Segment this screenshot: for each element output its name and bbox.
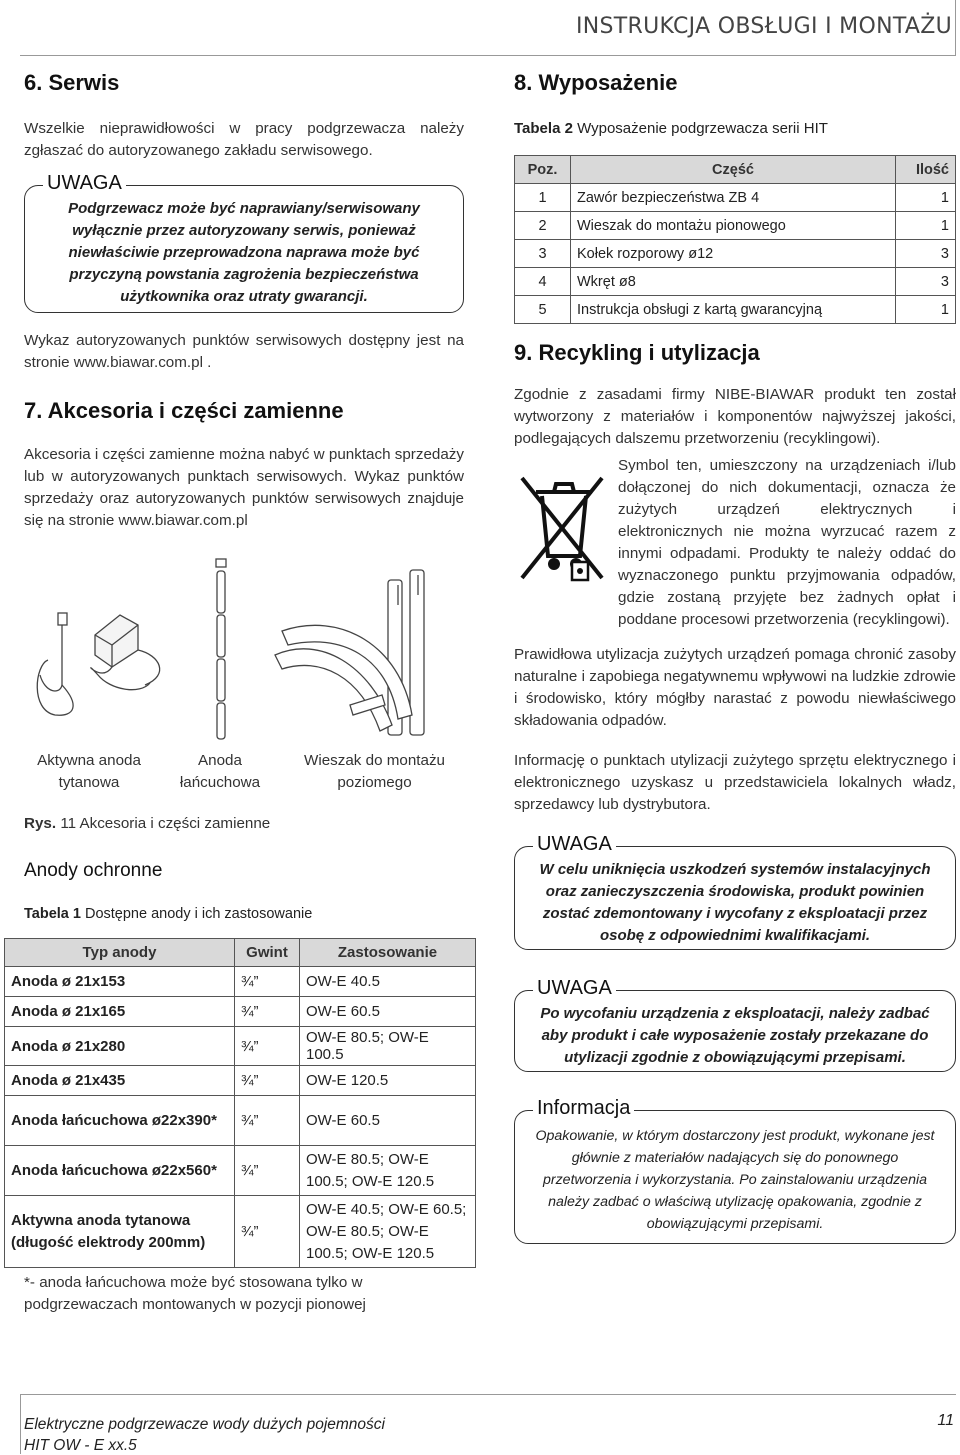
cell-thread: ¾” — [235, 1096, 300, 1146]
table-row — [515, 212, 956, 240]
cell-qty: 3 — [896, 268, 956, 296]
table-row — [5, 1096, 476, 1146]
caption-line: Wieszak do montażu — [304, 752, 445, 769]
cell-use: OW-E 60.5 — [300, 1096, 476, 1146]
col-header-type: Typ anody — [5, 939, 235, 967]
recycling-p3: Informację o punktach utylizacji zużytego sprzętu elektrycznego i elektronicznego uzyskasz u przedstawiciela lokalnych władz, sprzedawcy lub dystrybutora. — [514, 752, 956, 813]
table1-label: Tabela 1 — [24, 906, 81, 922]
warning-title: UWAGA — [533, 977, 616, 1000]
cell-part: Kołek rozporowy ø12 — [571, 240, 896, 268]
heading-wyposazenie: 8. Wyposażenie — [514, 70, 678, 95]
cell-qty: 1 — [896, 184, 956, 212]
table-row — [515, 268, 956, 296]
cell-thread: ¾” — [235, 967, 300, 997]
table2-caption-text: Wyposażenie podgrzewacza serii HIT — [577, 120, 828, 137]
cell-pos: 3 — [515, 240, 571, 268]
col-header-qty: Ilość — [896, 156, 956, 184]
table1-caption-text: Dostępne anody i ich zastosowanie — [84, 906, 313, 922]
cell-type: Anoda ø 21x165 — [5, 997, 235, 1027]
page-number: 11 — [937, 1412, 954, 1429]
cell-thread: ¾” — [235, 997, 300, 1027]
cell-part: Wieszak do montażu pionowego — [571, 212, 896, 240]
col-header-part: Część — [571, 156, 896, 184]
table2-label: Tabela 2 — [514, 120, 573, 137]
col-header-thread: Gwint — [235, 939, 300, 967]
service-list-text: Wykaz autoryzowanych punktów serwisowych dostępny jest na stronie www.biawar.com.pl . — [24, 332, 464, 371]
caption-titanium-anode — [24, 750, 154, 794]
caption-line: poziomego — [337, 774, 412, 791]
warning-text: Po wycofaniu urządzenia z eksploatacji, należy zadbać aby produkt i całe wyposażenie zostały przekazane do utylizacji zgodnie z obowiązującymi przepisami. — [540, 1005, 930, 1066]
cell-use: OW-E 80.5; OW-E 100.5; OW-E 120.5 — [300, 1146, 476, 1196]
crossed-bin-icon — [514, 468, 609, 586]
footer-line1: Elektryczne podgrzewacze wody dużych pojemności — [24, 1416, 385, 1433]
chain-anode-drawing — [216, 559, 226, 739]
cell-type: Aktywna anoda tytanowa (długość elektrody 200mm) — [5, 1196, 235, 1268]
cell-thread: ¾” — [235, 1027, 300, 1066]
warning-title: UWAGA — [43, 172, 126, 195]
cell-thread: ¾” — [235, 1066, 300, 1096]
cell-thread: ¾” — [235, 1146, 300, 1196]
info-title: Informacja — [533, 1097, 634, 1120]
disposal-warning-box — [514, 977, 956, 1072]
cell-use: OW-E 80.5; OW-E 100.5 — [300, 1027, 476, 1066]
cell-use: OW-E 40.5; OW-E 60.5; OW-E 80.5; OW-E 100.5; OW-E 120.5 — [300, 1196, 476, 1268]
equipment-table — [514, 155, 956, 324]
caption-line: Anoda — [198, 752, 242, 769]
cell-qty: 1 — [896, 212, 956, 240]
heading-anody: Anody ochronne — [24, 860, 163, 881]
table2-caption — [514, 120, 828, 137]
akcesoria-text: Akcesoria i części zamienne można nabyć w punktach sprzedaży lub w autoryzowanych punktach serwisowych. Wykaz punktów sprzedaży oraz autoryzowanych punktów serwisowych znajduje się na stronie www.biawar.com.pl — [24, 446, 464, 529]
footer-line2: HIT OW - E xx.5 — [24, 1437, 137, 1454]
table-row — [515, 240, 956, 268]
col-header-pos: Poz. — [515, 156, 571, 184]
warning-text: W celu uniknięcia uszkodzeń systemów instalacyjnych oraz zanieczyszczenia środowiska, produkt powinien zostać zdemontowany i wycofany z eksploatacji przez osobę z odpowiednimi kwalifikacjami. — [539, 861, 931, 944]
footer-product — [24, 1414, 385, 1455]
caption-line: łańcuchowa — [179, 774, 261, 791]
cell-pos: 5 — [515, 296, 571, 324]
cell-use: OW-E 60.5 — [300, 997, 476, 1027]
caption-line: tytanowa — [58, 774, 120, 791]
cell-type: Anoda ø 21x153 — [5, 967, 235, 997]
figure-caption — [24, 813, 270, 835]
anodes-footnote: *- anoda łańcuchowa może być stosowana tylko w podgrzewaczach montowanych w pozycji pionowej — [24, 1274, 366, 1313]
cell-type: Anoda ø 21x280 — [5, 1027, 235, 1066]
table-header-row — [5, 939, 476, 967]
table-row — [5, 997, 476, 1027]
caption-chain-anode — [160, 750, 280, 794]
recycling-intro: Zgodnie z zasadami firmy NIBE-BIAWAR produkt ten został wytworzony z materiałów i komponentów najwyższej jakości, podlegających dalszemu przetworzeniu (recyklingowi). — [514, 386, 956, 447]
cell-part: Instrukcja obsługi z kartą gwarancyjną — [571, 296, 896, 324]
figure-number: 11 — [60, 815, 77, 832]
cell-thread: ¾” — [235, 1196, 300, 1268]
cell-part: Zawór bezpieczeństwa ZB 4 — [571, 184, 896, 212]
col-header-use: Zastosowanie — [300, 939, 476, 967]
table-row — [5, 1027, 476, 1066]
accessories-illustration — [20, 555, 480, 745]
cell-pos: 2 — [515, 212, 571, 240]
cell-type: Anoda ø 21x435 — [5, 1066, 235, 1096]
table-row — [5, 1146, 476, 1196]
cell-use: OW-E 40.5 — [300, 967, 476, 997]
heading-serwis: 6. Serwis — [24, 70, 120, 95]
table-row — [5, 1196, 476, 1268]
table-row — [5, 1066, 476, 1096]
table-row — [515, 184, 956, 212]
table-header-row — [515, 156, 956, 184]
figure-label: Rys. — [24, 815, 57, 832]
cell-pos: 4 — [515, 268, 571, 296]
recycling-p2: Prawidłowa utylizacja zużytych urządzeń pomaga chronić zasoby naturalne i zapobiega negatywnemu wpływowi na ludzkie zdrowie i środowisko, który mógłby narastać z powodu niewłaściwego składowania odpadów. — [514, 646, 956, 729]
figure-caption-text: Akcesoria i części zamienne — [79, 815, 271, 832]
recycling-warning-box — [514, 833, 956, 950]
cell-pos: 1 — [515, 184, 571, 212]
caption-hanger — [292, 750, 457, 794]
recycling-symbol-text: Symbol ten, umieszczony na urządzeniach i/lub dołączonej do nich dokumentacji, oznacza że zużytych urządzeń elektrycznych i elektronicznych nie można wyrzucać razem z innymi odpadami. Produkty te należy oddać do wyznaczonego punktu przyjmowania odpadów, gdzie zostaną przyjęte bez żadnych opłat i poddane procesowi przetworzenia (recyklingowi). — [618, 457, 956, 628]
caption-line: Aktywna anoda — [37, 752, 141, 769]
document-title: INSTRUKCJA OBSŁUGI I MONTAŻU — [575, 14, 952, 39]
information-box — [514, 1097, 956, 1244]
hanger-drawing — [275, 570, 424, 735]
cell-use: OW-E 120.5 — [300, 1066, 476, 1096]
cell-qty: 1 — [896, 296, 956, 324]
cell-qty: 3 — [896, 240, 956, 268]
info-text: Opakowanie, w którym dostarczony jest produkt, wykonane jest głównie z materiałów nadających się do ponownego przetworzenia i wykorzystania. Po zainstalowaniu urządzenia należy zadbać o właściwą utylizację opakowania, zgodnie z obowiązującymi przepisami. — [535, 1128, 935, 1232]
cell-type: Anoda łańcuchowa ø22x560* — [5, 1146, 235, 1196]
warning-title: UWAGA — [533, 833, 616, 856]
cell-type: Anoda łańcuchowa ø22x390* — [5, 1096, 235, 1146]
heading-recykling: 9. Recykling i utylizacja — [514, 340, 760, 365]
table-row — [515, 296, 956, 324]
table-row — [5, 967, 476, 997]
cell-part: Wkręt ø8 — [571, 268, 896, 296]
anodes-table — [4, 938, 476, 1268]
heading-akcesoria: 7. Akcesoria i części zamienne — [24, 398, 344, 423]
titanium-anode-drawing — [37, 613, 159, 715]
serwis-warning-box — [24, 172, 464, 313]
table1-caption — [24, 906, 312, 922]
serwis-intro: Wszelkie nieprawidłowości w pracy podgrzewacza należy zgłaszać do autoryzowanego zakładu serwisowego. — [24, 120, 464, 159]
warning-text: Podgrzewacz może być naprawiany/serwisowany wyłącznie przez autoryzowany serwis, ponieważ niewłaściwie przeprowadzona naprawa może być przyczyną powstania zagrożenia bezpieczeństwa użytkownika oraz utraty gwarancji. — [68, 200, 420, 305]
